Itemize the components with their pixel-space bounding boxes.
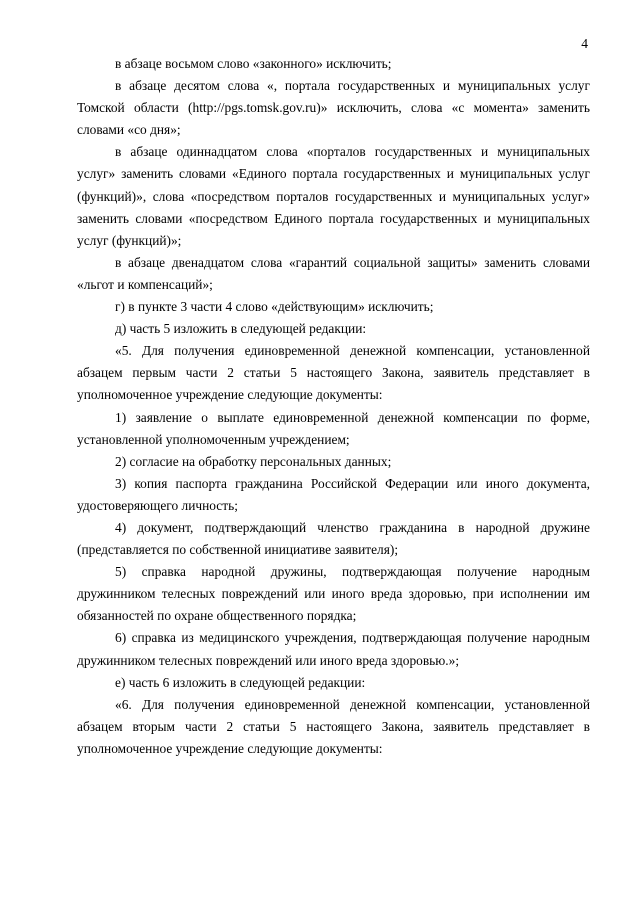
- paragraph-6: д) часть 5 изложить в следующей редакции:: [115, 321, 367, 337]
- list-item-4: 4) документ, подтверждающий членство гражданина в народной дружине (представляется по собственной инициативе заявителя);: [77, 519, 590, 558]
- paragraph-3: в абзаце одиннадцатом слова «порталов государственных и муниципальных услуг» заменить словами «Единого портала государственных и муниципальных услуг (функций)», слова «посредством порталов государственных и муниципальных услуг» заменить словами «посредством Единого портала государственных и муниципальных услуг (функций)»;: [77, 144, 590, 248]
- paragraph-9: «6. Для получения единовременной денежной компенсации, установленной абзацем вторым части 2 статьи 5 настоящего Закона, заявитель представляет в уполномоченное учреждение следующие документы:: [77, 696, 590, 756]
- document-body: [77, 53, 590, 760]
- paragraph-1: в абзаце восьмом слово «законного» исключить;: [115, 56, 392, 71]
- paragraph-7: «5. Для получения единовременной денежной компенсации, установленной абзацем первым части 2 статьи 5 настоящего Закона, заявитель представляет в уполномоченное учреждение следующие документы:: [77, 343, 590, 403]
- paragraph-2: в абзаце десятом слова «, портала государственных и муниципальных услуг Томской области (http://pgs.tomsk.gov.ru)» исключить, слова «с момента» заменить словами «со дня»;: [77, 78, 590, 138]
- list-item-2: 2) согласие на обработку персональных данных;: [115, 453, 392, 469]
- paragraph-5: г) в пункте 3 части 4 слово «действующим» исключить;: [115, 299, 434, 315]
- list-item-5: 5) справка народной дружины, подтверждающая получение народным дружинником телесных повреждений или иного вреда здоровью, при исполнении им обязанностей по охране общественного порядка;: [77, 564, 590, 624]
- list-item-3: 3) копия паспорта гражданина Российской Федерации или иного документа, удостоверяющего личность;: [77, 475, 590, 513]
- list-item-6: 6) справка из медицинского учреждения, подтверждающая получение народным дружинником телесных повреждений или иного вреда здоровью.»;: [77, 630, 590, 668]
- paragraph-8: е) часть 6 изложить в следующей редакции:: [115, 674, 366, 690]
- list-item-1: 1) заявление о выплате единовременной денежной компенсации по форме, установленной уполномоченным учреждением;: [77, 409, 590, 447]
- paragraph-4: в абзаце двенадцатом слова «гарантий социальной защиты» заменить словами «льгот и компенсаций»;: [77, 254, 590, 292]
- page-number: 4: [581, 36, 588, 51]
